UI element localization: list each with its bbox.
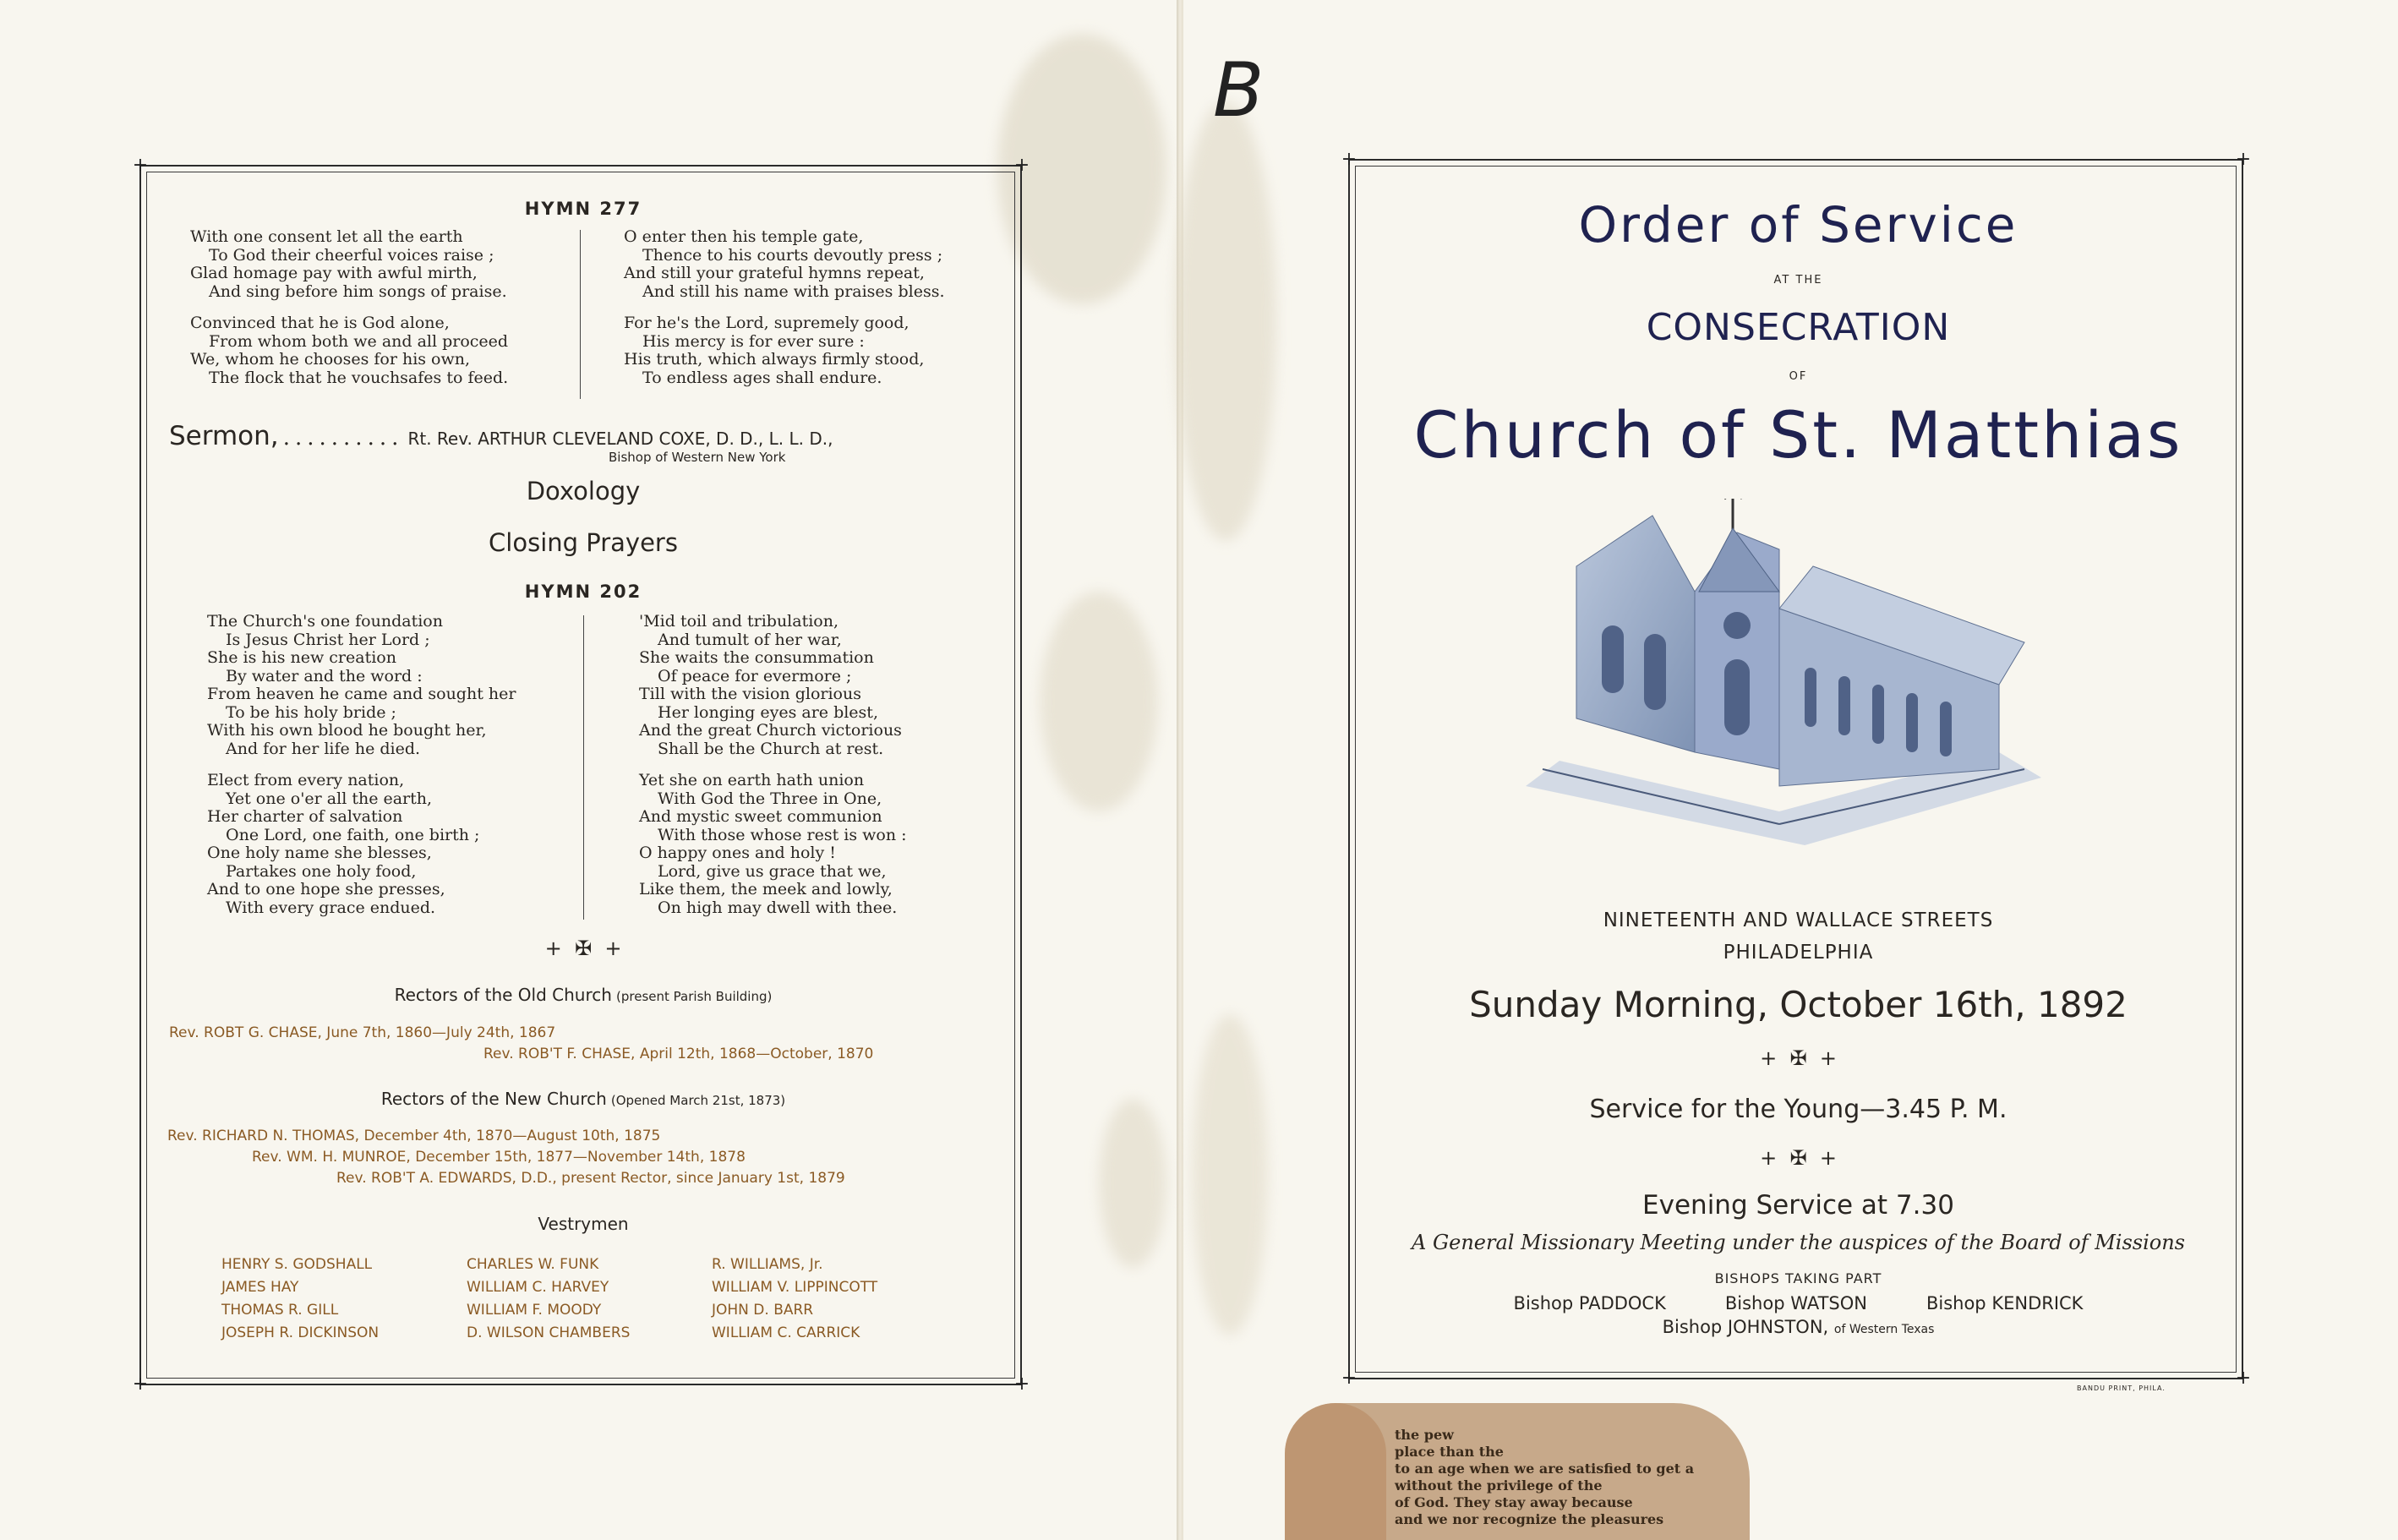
verse bbox=[639, 613, 1011, 758]
at-the-label: AT THE bbox=[1773, 274, 1823, 287]
clipping-line: and we nor recognize the pleasures bbox=[1395, 1511, 1664, 1527]
bishop-name: Bishop WATSON bbox=[1724, 1293, 1867, 1313]
address-line-1: NINETEENTH AND WALLACE STREETS bbox=[1603, 909, 1994, 931]
new-church-note: (Opened March 21st, 1873) bbox=[610, 1093, 786, 1108]
new-rector-line: Rev. ROB'T A. EDWARDS, D.D., present Rector, since January 1st, 1879 bbox=[336, 1170, 845, 1187]
verse-line: And the great Church victorious bbox=[639, 721, 902, 740]
clipping-line: the pew bbox=[1395, 1427, 1454, 1443]
corner-cross-icon: + bbox=[1013, 155, 1030, 176]
newspaper-clipping bbox=[1285, 1403, 1750, 1540]
new-church-heading-text: Rectors of the New Church bbox=[380, 1089, 607, 1109]
sermon-role: Bishop of Western New York bbox=[609, 450, 786, 465]
hymn-202-title: HYMN 202 bbox=[524, 582, 642, 602]
doxology-heading: Doxology bbox=[526, 477, 641, 505]
verse-line: Of peace for evermore ; bbox=[658, 666, 852, 685]
cross-ornament: + ✠ + bbox=[1760, 1046, 1837, 1070]
verse-line: On high may dwell with thee. bbox=[658, 898, 898, 917]
verse bbox=[207, 772, 579, 917]
verse-line: She is his new creation bbox=[207, 648, 396, 667]
verse bbox=[624, 228, 996, 301]
verse-line: Shall be the Church at rest. bbox=[658, 739, 884, 758]
hymn-202-col1 bbox=[207, 613, 579, 931]
clipping-line: place than the bbox=[1395, 1444, 1504, 1460]
vestry-col bbox=[467, 1253, 630, 1345]
verse-line: And still your grateful hymns repeat, bbox=[624, 264, 925, 282]
verse-line: With those whose rest is won : bbox=[658, 825, 907, 844]
vestryman: D. WILSON CHAMBERS bbox=[467, 1324, 631, 1341]
verse-line: Lord, give us grace that we, bbox=[658, 861, 887, 881]
missionary-meeting-line: A General Missionary Meeting under the auspices of the Board of Missions bbox=[1412, 1231, 2185, 1254]
verse-line: Her charter of salvation bbox=[207, 807, 403, 826]
verse-line: She waits the consummation bbox=[639, 648, 874, 667]
verse-line: To be his holy bride ; bbox=[226, 702, 396, 722]
bishops-heading: BISHOPS TAKING PART bbox=[1714, 1270, 1882, 1286]
sermon-preacher: Rt. Rev. ARTHUR CLEVELAND COXE, D. D., L. L. D., bbox=[407, 429, 833, 449]
verse-line: The flock that he vouchsafes to feed. bbox=[209, 368, 509, 387]
verse-line: And mystic sweet communion bbox=[639, 807, 882, 826]
verse-line: 'Mid toil and tribulation, bbox=[639, 612, 839, 631]
corner-cross-icon: + bbox=[1341, 1368, 1357, 1389]
verse-line: From heaven he came and sought her bbox=[207, 685, 516, 703]
new-rector-line: Rev. RICHARD N. THOMAS, December 4th, 1870—August 10th, 1875 bbox=[167, 1128, 661, 1144]
consecration-title: CONSECRATION bbox=[1646, 306, 1951, 349]
verse-line: With every grace endued. bbox=[226, 898, 436, 917]
cross-ornament: + ✠ + bbox=[544, 937, 622, 960]
corner-cross-icon: + bbox=[1013, 1373, 1030, 1395]
verse-line: With God the Three in One, bbox=[658, 789, 882, 808]
vestryman: JOSEPH R. DICKINSON bbox=[221, 1324, 380, 1341]
verse-line: From whom both we and all proceed bbox=[209, 331, 509, 351]
hymn-277-col2 bbox=[624, 228, 996, 401]
printer-imprint: BANDU PRINT, PHILA. bbox=[2077, 1384, 2166, 1392]
verse-line: Convinced that he is God alone, bbox=[190, 314, 450, 332]
hymn-277-title: HYMN 277 bbox=[524, 199, 642, 219]
clipping-line: to an age when we are satisfied to get a bbox=[1395, 1461, 1695, 1477]
closing-prayers-heading: Closing Prayers bbox=[489, 528, 678, 557]
verse-line: To God their cheerful voices raise ; bbox=[209, 245, 494, 265]
verse-line: His mercy is for ever sure : bbox=[642, 331, 865, 351]
church-name-title: Church of St. Matthias bbox=[1413, 397, 2183, 472]
cross-ornament: + ✠ + bbox=[1760, 1146, 1837, 1170]
old-church-heading-text: Rectors of the Old Church bbox=[394, 985, 612, 1005]
handwritten-mark: B bbox=[1213, 46, 1265, 134]
verse-line: O enter then his temple gate, bbox=[624, 227, 864, 246]
old-rector-line: Rev. ROBT G. CHASE, June 7th, 1860—July 24th, 1867 bbox=[169, 1024, 556, 1041]
left-page bbox=[0, 0, 1177, 1540]
of-label: OF bbox=[1789, 370, 1808, 383]
vestryman: HENRY S. GODSHALL bbox=[221, 1256, 373, 1273]
verse-line: For he's the Lord, supremely good, bbox=[624, 314, 909, 332]
young-service-line: Service for the Young—3.45 P. M. bbox=[1589, 1095, 2007, 1124]
bishop-name: Bishop PADDOCK bbox=[1513, 1293, 1666, 1313]
order-of-service-title: Order of Service bbox=[1578, 196, 2018, 254]
sermon-label: Sermon, bbox=[169, 421, 279, 451]
vestryman: WILLIAM V. LIPPINCOTT bbox=[712, 1279, 878, 1296]
hymn-202-col2 bbox=[639, 613, 1011, 931]
verse bbox=[639, 772, 1011, 917]
corner-cross-icon: + bbox=[132, 1373, 149, 1395]
verse-line: Yet one o'er all the earth, bbox=[226, 789, 433, 808]
verse-line: Till with the vision glorious bbox=[639, 685, 861, 703]
corner-cross-icon: + bbox=[2235, 149, 2252, 170]
evening-service-line: Evening Service at 7.30 bbox=[1642, 1190, 1954, 1221]
verse-line: And still his name with praises bless. bbox=[642, 281, 945, 301]
vestry-col bbox=[221, 1253, 379, 1345]
verse-line: Is Jesus Christ her Lord ; bbox=[226, 630, 430, 649]
verse bbox=[207, 613, 579, 758]
column-divider bbox=[580, 230, 581, 399]
verse-line: By water and the word : bbox=[226, 666, 423, 685]
verse-line: One Lord, one faith, one birth ; bbox=[226, 825, 480, 844]
column-divider bbox=[583, 615, 584, 920]
verse-line: O happy ones and holy ! bbox=[639, 844, 836, 862]
verse-line: With one consent let all the earth bbox=[190, 227, 463, 246]
sermon-leader: .......... bbox=[282, 425, 404, 451]
vestryman: WILLIAM C. CARRICK bbox=[712, 1324, 860, 1341]
vestryman: R. WILLIAMS, Jr. bbox=[712, 1256, 823, 1273]
verse-line: We, whom he chooses for his own, bbox=[190, 350, 471, 369]
vestryman: WILLIAM F. MOODY bbox=[467, 1302, 602, 1319]
right-page bbox=[1183, 0, 2398, 1540]
vestryman: WILLIAM C. HARVEY bbox=[467, 1279, 609, 1296]
verse-line: And to one hope she presses, bbox=[207, 880, 445, 898]
verse-line: To endless ages shall endure. bbox=[642, 368, 882, 387]
vestryman: JOHN D. BARR bbox=[712, 1302, 814, 1319]
new-church-heading bbox=[139, 1089, 1027, 1109]
date-line: Sunday Morning, October 16th, 1892 bbox=[1469, 984, 2128, 1025]
old-church-heading bbox=[139, 985, 1027, 1005]
bishops-row bbox=[1348, 1293, 2248, 1313]
hymn-277-col1 bbox=[190, 228, 562, 401]
old-rector-line: Rev. ROB'T F. CHASE, April 12th, 1868—October, 1870 bbox=[483, 1046, 874, 1062]
vestrymen-heading: Vestrymen bbox=[538, 1214, 629, 1234]
vestryman: THOMAS R. GILL bbox=[221, 1302, 339, 1319]
bishop-johnston-line bbox=[1348, 1317, 2248, 1337]
vestry-col bbox=[712, 1253, 877, 1345]
verse-line: And for her life he died. bbox=[226, 739, 421, 758]
new-rector-line: Rev. WM. H. MUNROE, December 15th, 1877—November 14th, 1878 bbox=[252, 1149, 746, 1166]
verse-line: Elect from every nation, bbox=[207, 771, 405, 789]
verse-line: Yet she on earth hath union bbox=[639, 771, 865, 789]
verse-line: With his own blood he bought her, bbox=[207, 721, 487, 740]
vestryman: CHARLES W. FUNK bbox=[467, 1256, 599, 1273]
verse-line: Glad homage pay with awful mirth, bbox=[190, 264, 478, 282]
clipping-line: of God. They stay away because bbox=[1395, 1494, 1633, 1510]
verse-line: Like them, the meek and lowly, bbox=[639, 880, 893, 898]
verse bbox=[190, 314, 562, 387]
verse-line: Her longing eyes are blest, bbox=[658, 702, 878, 722]
church-illustration bbox=[1526, 499, 2041, 845]
clipping-line: without the privilege of the bbox=[1395, 1477, 1603, 1494]
verse bbox=[624, 314, 996, 387]
old-church-note: (present Parish Building) bbox=[616, 989, 773, 1004]
verse-line: And tumult of her war, bbox=[658, 630, 842, 649]
bishop-note: of Western Texas bbox=[1833, 1323, 1935, 1336]
verse-line: His truth, which always firmly stood, bbox=[624, 350, 925, 369]
corner-cross-icon: + bbox=[1341, 149, 1357, 170]
verse-line: One holy name she blesses, bbox=[207, 844, 432, 862]
verse-line: Thence to his courts devoutly press ; bbox=[642, 245, 943, 265]
bishop-name: Bishop JOHNSTON, bbox=[1662, 1317, 1829, 1337]
verse bbox=[190, 228, 562, 301]
corner-cross-icon: + bbox=[2235, 1368, 2252, 1389]
sermon-line bbox=[169, 421, 833, 451]
vestryman: JAMES HAY bbox=[221, 1279, 299, 1296]
verse-line: Partakes one holy food, bbox=[226, 861, 417, 881]
address-line-2: PHILADELPHIA bbox=[1723, 942, 1874, 964]
verse-line: The Church's one foundation bbox=[207, 612, 443, 631]
verse-line: And sing before him songs of praise. bbox=[209, 281, 507, 301]
bishop-name: Bishop KENDRICK bbox=[1926, 1293, 2084, 1313]
corner-cross-icon: + bbox=[132, 155, 149, 176]
